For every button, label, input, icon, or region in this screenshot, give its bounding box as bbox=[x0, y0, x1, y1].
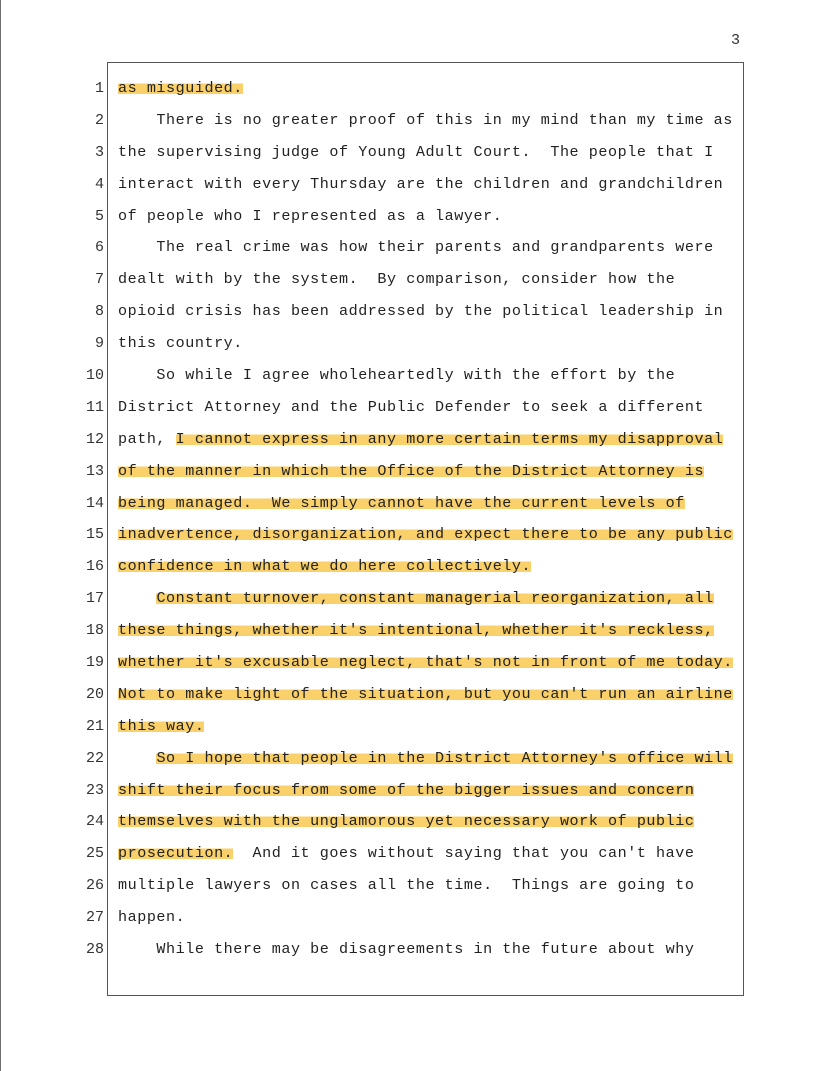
line-text: So while I agree wholeheartedly with the effort by the bbox=[118, 366, 676, 385]
transcript-line bbox=[118, 232, 742, 264]
line-text bbox=[118, 749, 156, 767]
line-number: 1 bbox=[94, 80, 104, 97]
line-text: multiple lawyers on cases all the time. Things are going to bbox=[118, 876, 695, 895]
transcript-line bbox=[118, 711, 742, 743]
transcript-line bbox=[118, 201, 742, 233]
transcript-line bbox=[118, 169, 742, 201]
line-number: 3 bbox=[94, 143, 104, 161]
line-number: 5 bbox=[94, 207, 104, 225]
highlighted-text: being managed. We simply cannot have the current levels of bbox=[118, 493, 685, 512]
line-text: And it goes without saying that you can't have bbox=[233, 844, 695, 863]
line-number: 19 bbox=[85, 654, 104, 672]
line-text: The real crime was how their parents and grandparents were bbox=[118, 238, 714, 257]
transcript-line bbox=[118, 488, 742, 520]
line-number: 18 bbox=[85, 622, 104, 640]
highlighted-text: I cannot express in any more certain terms my disapproval bbox=[175, 429, 724, 448]
transcript-line bbox=[118, 902, 742, 934]
highlighted-text: prosecution. bbox=[118, 844, 234, 863]
line-number: 22 bbox=[85, 749, 104, 767]
line-text: of people who I represented as a lawyer. bbox=[118, 206, 503, 225]
highlighted-text: whether it's excusable neglect, that's not in front of me today. bbox=[118, 653, 733, 672]
transcript-line bbox=[118, 360, 742, 392]
transcript-line bbox=[118, 296, 742, 328]
highlighted-text: Not to make light of the situation, but you can't run an airline bbox=[118, 684, 733, 703]
line-text: the supervising judge of Young Adult Court. The people that I bbox=[118, 142, 714, 161]
line-text: interact with every Thursday are the children and grandchildren bbox=[118, 174, 724, 193]
page-left-edge bbox=[0, 0, 1, 1071]
line-number: 28 bbox=[85, 941, 104, 959]
transcript-line bbox=[118, 743, 742, 775]
line-number: 21 bbox=[85, 717, 104, 735]
line-number: 4 bbox=[94, 175, 104, 193]
line-number: 11 bbox=[85, 398, 104, 416]
highlighted-text: as misguided. bbox=[118, 79, 243, 97]
line-text: While there may be disagreements in the future about why bbox=[118, 940, 695, 959]
line-number: 15 bbox=[85, 526, 104, 544]
line-text: happen. bbox=[118, 908, 186, 927]
highlighted-text: this way. bbox=[118, 716, 205, 735]
line-number: 17 bbox=[85, 590, 104, 608]
transcript-line bbox=[118, 806, 742, 838]
line-number: 23 bbox=[85, 781, 104, 799]
transcript-line bbox=[118, 838, 742, 870]
line-number: 8 bbox=[94, 303, 104, 321]
highlighted-text: themselves with the unglamorous yet necessary work of public bbox=[118, 812, 695, 831]
line-number: 14 bbox=[85, 494, 104, 512]
transcript-line bbox=[118, 583, 742, 615]
transcript-line bbox=[118, 615, 742, 647]
transcript-line bbox=[118, 328, 742, 360]
transcript-line bbox=[118, 73, 742, 105]
transcript-line bbox=[118, 775, 742, 807]
line-number: 27 bbox=[85, 909, 104, 927]
line-number: 13 bbox=[85, 462, 104, 480]
transcript-line bbox=[118, 137, 742, 169]
highlighted-text: confidence in what we do here collectively. bbox=[118, 557, 532, 576]
line-number: 6 bbox=[94, 239, 104, 257]
line-number: 9 bbox=[94, 335, 104, 353]
highlighted-text: Constant turnover, constant managerial reorganization, all bbox=[156, 589, 714, 608]
transcript-text bbox=[118, 73, 742, 966]
line-text: path, bbox=[118, 429, 176, 448]
transcript-line bbox=[118, 679, 742, 711]
line-text: opioid crisis has been addressed by the political leadership in bbox=[118, 302, 724, 321]
line-number-column bbox=[60, 73, 104, 966]
highlighted-text: of the manner in which the Office of the District Attorney is bbox=[118, 461, 705, 480]
highlighted-text: So I hope that people in the District Attorney's office will bbox=[156, 748, 733, 767]
line-number: 20 bbox=[85, 685, 104, 703]
line-number: 10 bbox=[85, 367, 104, 385]
line-number: 2 bbox=[94, 111, 104, 129]
transcript-line bbox=[118, 392, 742, 424]
line-number: 12 bbox=[85, 430, 104, 448]
transcript-line bbox=[118, 264, 742, 296]
transcript-line bbox=[118, 424, 742, 456]
line-text: this country. bbox=[118, 334, 243, 353]
line-number: 24 bbox=[85, 813, 104, 831]
line-text: There is no greater proof of this in my mind than my time as bbox=[118, 110, 733, 129]
line-number: 25 bbox=[85, 845, 104, 863]
page-number: 3 bbox=[730, 32, 740, 49]
line-number: 26 bbox=[85, 877, 104, 895]
transcript-line bbox=[118, 870, 742, 902]
highlighted-text: these things, whether it's intentional, whether it's reckless, bbox=[118, 621, 714, 640]
highlighted-text: shift their focus from some of the bigger issues and concern bbox=[118, 780, 695, 799]
line-text: dealt with by the system. By comparison, consider how the bbox=[118, 270, 676, 289]
transcript-line bbox=[118, 519, 742, 551]
highlighted-text: inadvertence, disorganization, and expect there to be any public bbox=[118, 525, 733, 544]
line-number: 16 bbox=[85, 558, 104, 576]
transcript-line bbox=[118, 934, 742, 966]
transcript-line bbox=[118, 551, 742, 583]
transcript-line bbox=[118, 456, 742, 488]
line-text bbox=[118, 589, 156, 607]
transcript-line bbox=[118, 647, 742, 679]
line-text: District Attorney and the Public Defender to seek a different bbox=[118, 397, 705, 416]
line-number: 7 bbox=[94, 271, 104, 289]
transcript-line bbox=[118, 105, 742, 137]
